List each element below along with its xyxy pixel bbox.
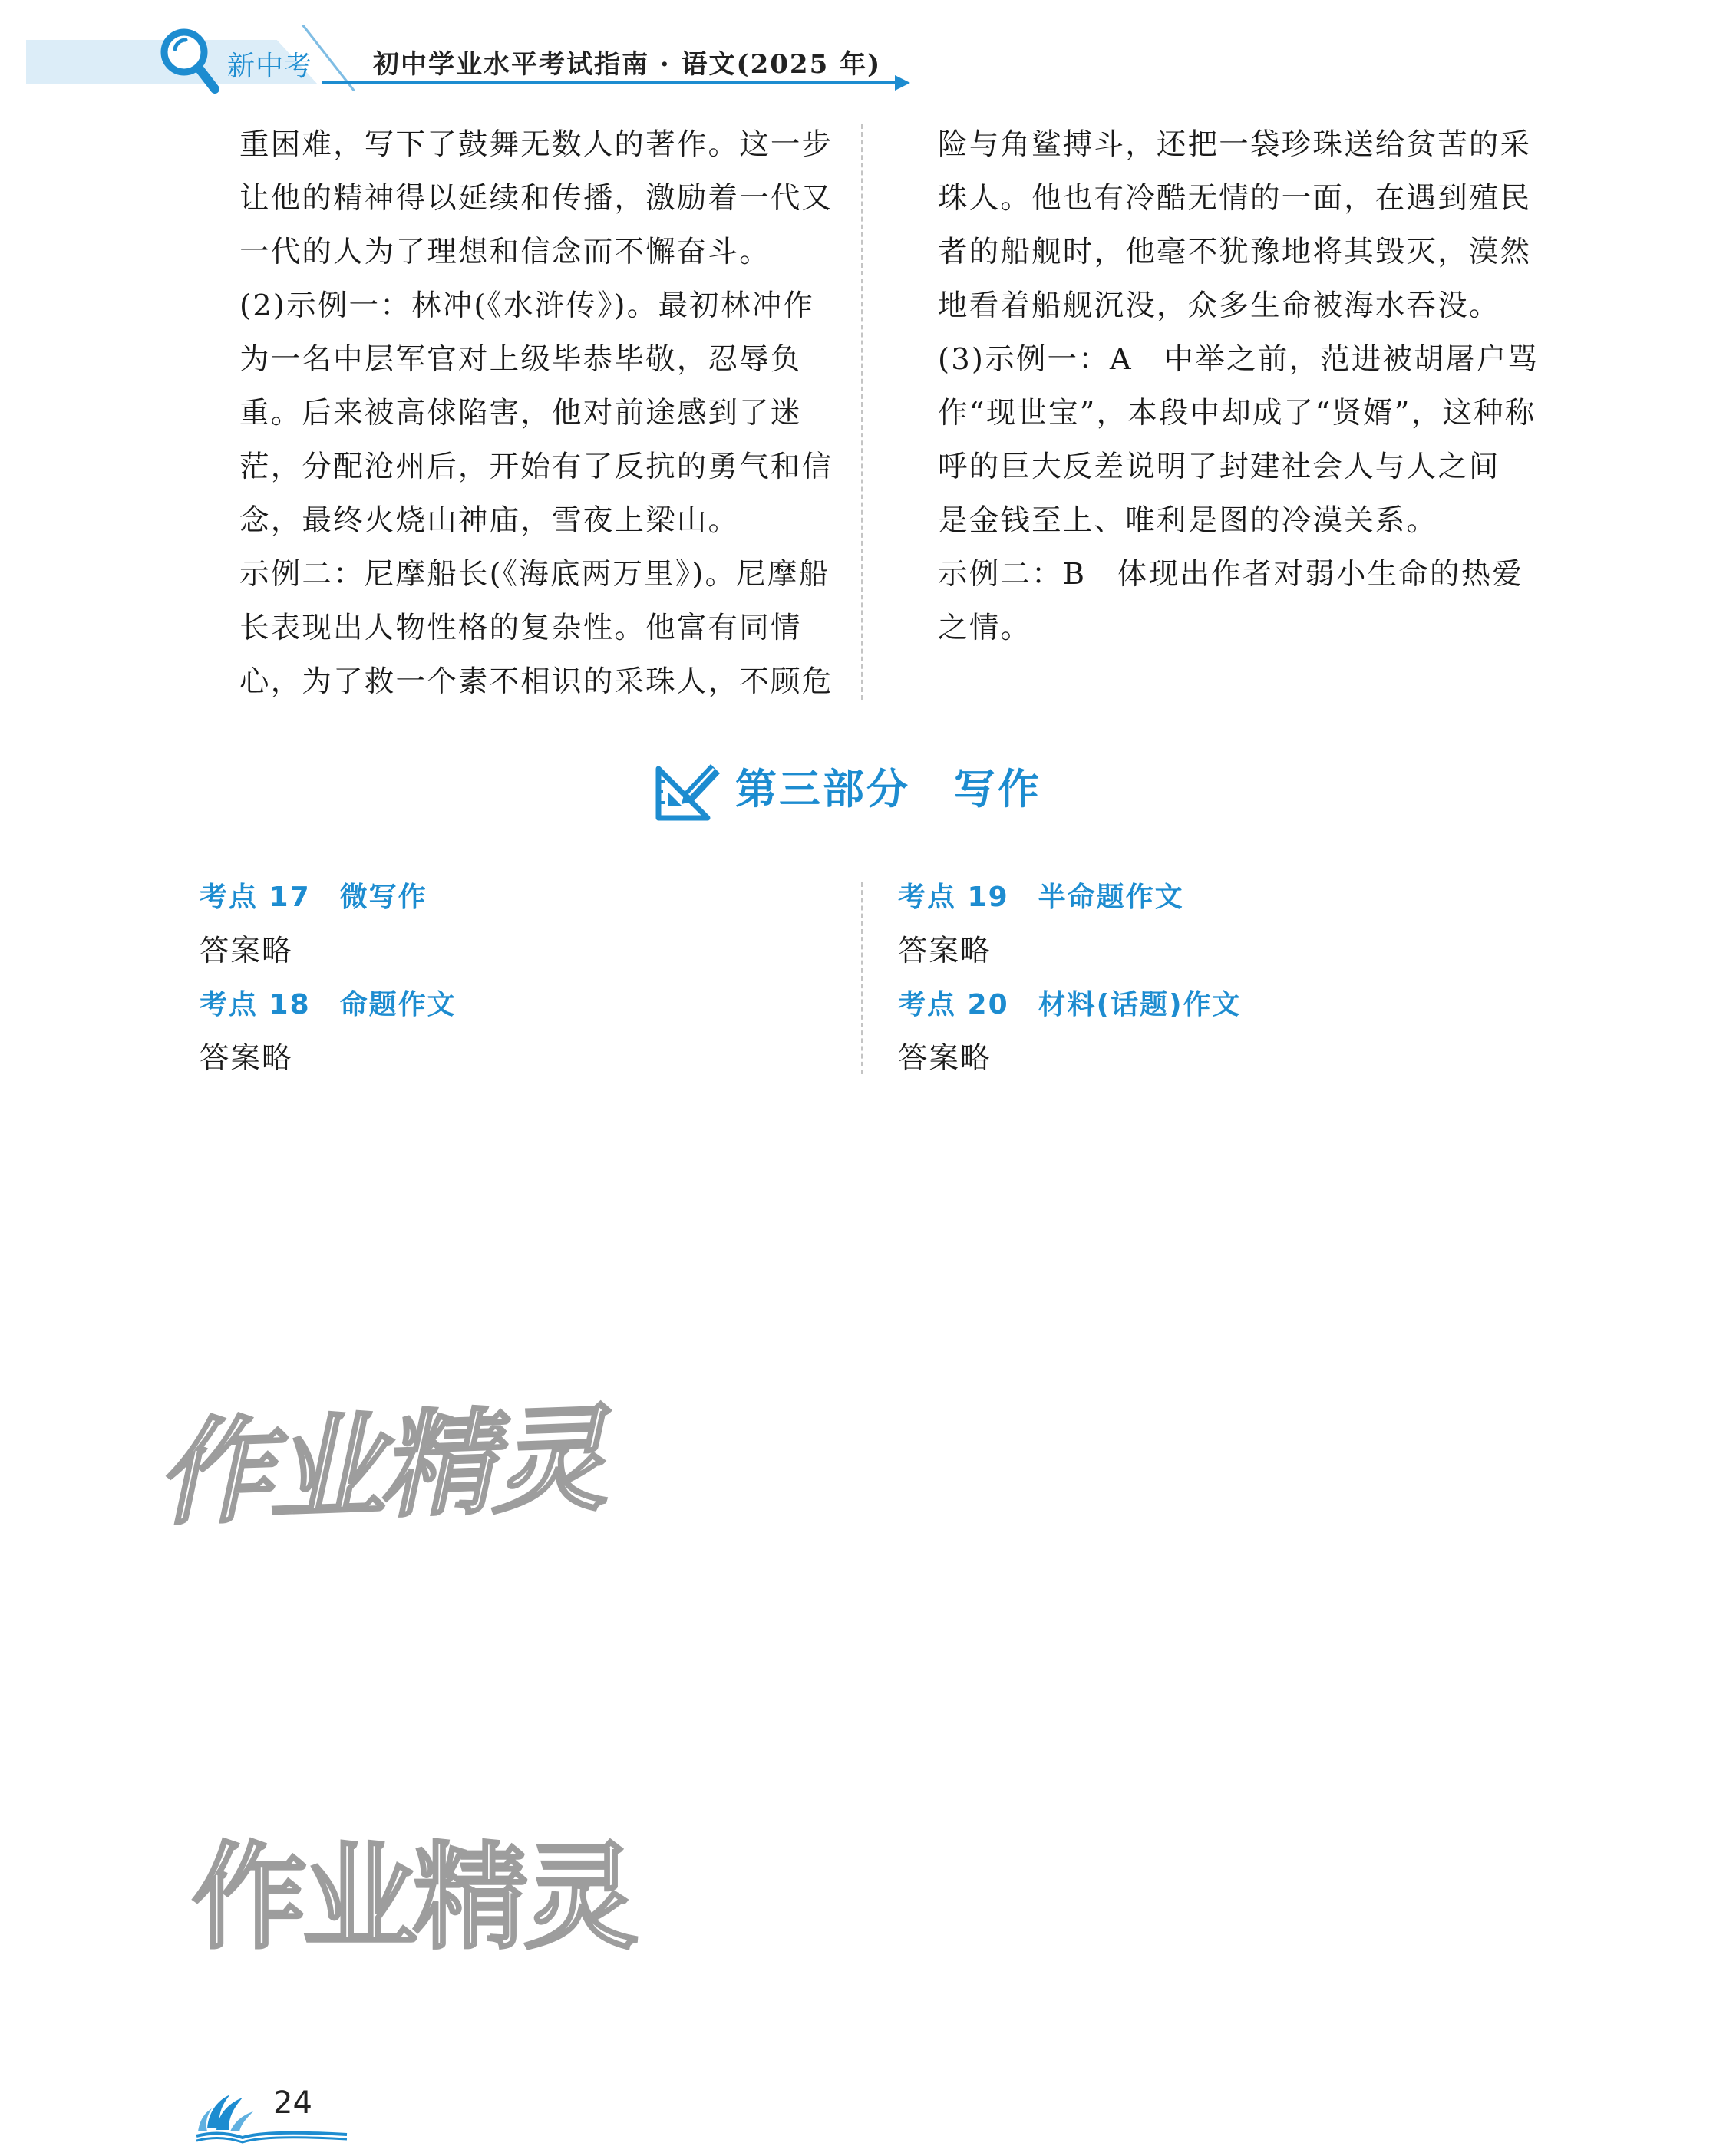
text-line: (3)示例一：A 中举之前，范进被胡屠户骂 (938, 342, 1540, 377)
page-header (0, 0, 1736, 100)
right-column (938, 118, 1540, 655)
text-line: 重困难，写下了鼓舞无数人的著作。这一步 (239, 127, 833, 162)
text-line: 重。后来被高俅陷害，他对前途感到了迷 (239, 396, 802, 430)
section-heading: 第三部分 写作 (735, 765, 1041, 813)
points-divider (861, 882, 863, 1074)
text-line: 示例二：B 体现出作者对弱小生命的热爱 (938, 557, 1524, 592)
header-arrow (895, 75, 910, 91)
point-answer: 答案略 (200, 1041, 293, 1076)
book-title: 初中学业水平考试指南 · 语文(2025 年) (373, 49, 882, 80)
text-line: 险与角鲨搏斗，还把一袋珍珠送给贫苦的采 (938, 127, 1532, 162)
text-line: 者的船舰时，他毫不犹豫地将其毁灭，漠然 (938, 235, 1532, 269)
text-line: 之情。 (938, 611, 1032, 645)
text-line: 作“现世宝”，本段中却成了“贤婿”，这种称 (938, 396, 1536, 430)
point-answer: 答案略 (898, 934, 992, 968)
text-line: 念，最终火烧山神庙，雪夜上梁山。 (239, 503, 740, 538)
point-title: 考点 17 微写作 (200, 882, 427, 913)
text-line: 长表现出人物性格的复杂性。他富有同情 (239, 611, 802, 645)
text-line: 示例二：尼摩船长(《海底两万里》)。尼摩船 (239, 557, 830, 592)
left-column (239, 118, 832, 709)
brand-name: 新中考 (227, 51, 313, 82)
text-line: 心，为了救一个素不相识的采珠人，不顾危 (239, 664, 833, 699)
text-line: 茫，分配沧州后，开始有了反抗的勇气和信 (239, 450, 833, 484)
text-line: 地看着船舰沉没，众多生命被海水吞没。 (938, 288, 1500, 323)
watermark: 作业精灵 (152, 1392, 626, 1541)
text-line: 呼的巨大反差说明了封建社会人与人之间 (938, 450, 1500, 484)
points-left (200, 871, 829, 1086)
points-right (898, 871, 1527, 1086)
point-title: 考点 18 命题作文 (200, 989, 457, 1020)
text-line: 为一名中层军官对上级毕恭毕敬，忍辱负 (239, 342, 802, 377)
ruler-pencil-icon (654, 758, 724, 823)
column-divider (861, 124, 863, 700)
text-line: 一代的人为了理想和信念而不懈奋斗。 (239, 235, 771, 269)
point-answer: 答案略 (200, 934, 293, 968)
text-line: 让他的精神得以延续和传播，激励着一代又 (239, 181, 833, 216)
text-line: 是金钱至上、唯利是图的冷漠关系。 (938, 503, 1438, 538)
point-answer: 答案略 (898, 1041, 992, 1076)
point-title: 考点 20 材料(话题)作文 (898, 989, 1242, 1020)
header-rule (322, 81, 902, 84)
text-line: (2)示例一：林冲(《水浒传》)。最初林冲作 (239, 288, 814, 323)
point-title: 考点 19 半命题作文 (898, 882, 1184, 913)
magnifier-icon (158, 26, 221, 97)
page-number: 24 (273, 2085, 312, 2121)
text-line: 珠人。他也有冷酷无情的一面，在遇到殖民 (938, 181, 1532, 216)
watermark: 作业精灵 (192, 1831, 635, 1965)
